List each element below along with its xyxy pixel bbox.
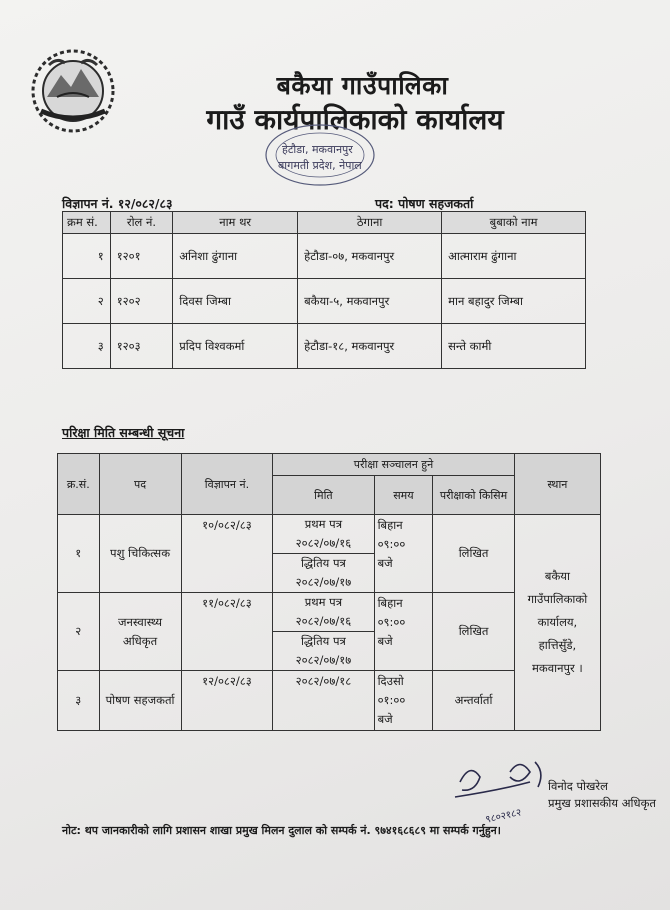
advertisement-number: विज्ञापन नं. १२/०८२/८३ xyxy=(62,196,173,211)
table-row xyxy=(63,324,586,369)
signature-scribble xyxy=(450,752,560,812)
office-name: गाउँ कार्यपालिकाको कार्यालय xyxy=(206,103,504,136)
date-line: प्रथम पत्र xyxy=(304,517,343,531)
date-line: २०८२/०७/१६ xyxy=(295,536,352,550)
cell-roll: १२०३ xyxy=(110,324,173,369)
exam-schedule-table xyxy=(57,453,601,731)
table-row xyxy=(63,234,586,279)
cell-post: जनस्वास्थ्य अधिकृत xyxy=(99,593,181,671)
col-exam-group: परीक्षा सञ्चालन हुने xyxy=(273,454,515,476)
cell-date xyxy=(273,515,374,593)
table-header-row xyxy=(63,212,586,234)
cell-serial: १ xyxy=(63,234,111,279)
handwritten-number: ९८०२१८२ xyxy=(484,807,523,826)
col-venue: स्थान xyxy=(514,454,600,515)
stamp-line-1: हेटौडा, मकवानपुर xyxy=(282,143,353,156)
time-line: बिहान xyxy=(377,518,403,532)
cell-address: बकैया-५, मकवानपुर xyxy=(298,279,442,324)
post-title: पद: पोषण सहजकर्ता xyxy=(375,196,474,211)
cell-venue: बकैया गाउँपालिकाको कार्यालय, हात्तिसुँडे, मकवानपुर । xyxy=(514,515,600,731)
cell-address: हेटौडा-०७, मकवानपुर xyxy=(298,234,442,279)
time-line: बजे xyxy=(377,712,393,726)
date-line: द्धितिय पत्र xyxy=(273,553,373,573)
col-roll: रोल नं. xyxy=(110,212,173,234)
cell-father: सन्ते कामी xyxy=(442,324,586,369)
time-line: ०९:०० xyxy=(377,537,406,551)
cell-exam-type: लिखित xyxy=(433,515,515,593)
col-exam-type: परीक्षाको किसिम xyxy=(433,476,515,515)
col-name: नाम थर xyxy=(173,212,298,234)
office-stamp xyxy=(260,120,380,190)
time-line: बजे xyxy=(377,634,393,648)
table-row xyxy=(58,515,601,593)
signatory xyxy=(548,778,656,812)
date-line: प्रथम पत्र xyxy=(304,595,343,609)
date-line: द्धितिय पत्र xyxy=(273,631,373,651)
table-row xyxy=(63,279,586,324)
col-serial: क्र.सं. xyxy=(58,454,100,515)
cell-serial: २ xyxy=(58,593,100,671)
date-line: २०८२/०७/१७ xyxy=(295,575,352,589)
col-post: पद xyxy=(99,454,181,515)
time-line: बिहान xyxy=(377,596,403,610)
footer-note: नोट: थप जानकारीको लागि प्रशासन शाखा प्रमुख मिलन दुलाल को सम्पर्क नं. ९७४१६८६८९ मा सम्पर्क गर्नुहुन। xyxy=(62,824,501,837)
cell-roll: १२०१ xyxy=(110,234,173,279)
stamp-line-2: बागमती प्रदेश, नेपाल xyxy=(278,159,362,172)
cell-name: दिवस जिम्बा xyxy=(173,279,298,324)
cell-post: पोषण सहजकर्ता xyxy=(99,671,181,731)
time-line: ०१:०० xyxy=(377,693,406,707)
cell-father: मान बहादुर जिम्बा xyxy=(442,279,586,324)
time-line: बजे xyxy=(377,556,393,570)
col-ad-no: विज्ञापन नं. xyxy=(181,454,273,515)
col-address: ठेगाना xyxy=(298,212,442,234)
cell-serial: ३ xyxy=(58,671,100,731)
time-line: दिउसो xyxy=(377,674,404,688)
exam-notice-title: परिक्षा मिति सम्बन्धी सूचना xyxy=(62,425,185,440)
cell-name: अनिशा ढुंगाना xyxy=(173,234,298,279)
cell-time xyxy=(374,671,433,731)
cell-address: हेटौडा-१८, मकवानपुर xyxy=(298,324,442,369)
cell-father: आत्माराम ढुंगाना xyxy=(442,234,586,279)
cell-ad-no: १२/०८२/८३ xyxy=(181,671,273,731)
cell-serial: २ xyxy=(63,279,111,324)
col-father: बुबाको नाम xyxy=(442,212,586,234)
cell-exam-type: लिखित xyxy=(433,593,515,671)
col-time: समय xyxy=(374,476,433,515)
cell-ad-no: ११/०८२/८३ xyxy=(181,593,273,671)
col-date: मिति xyxy=(273,476,374,515)
cell-ad-no: १०/०८२/८३ xyxy=(181,515,273,593)
date-line: २०८२/०७/१७ xyxy=(295,653,352,667)
signatory-title: प्रमुख प्रशासकीय अधिकृत xyxy=(548,796,656,810)
col-serial: क्रम सं. xyxy=(63,212,111,234)
signatory-name: विनोद पोखरेल xyxy=(548,779,608,793)
candidates-table xyxy=(62,211,586,369)
cell-exam-type: अन्तर्वार्ता xyxy=(433,671,515,731)
cell-time xyxy=(374,515,433,593)
date-line: २०८२/०७/१८ xyxy=(295,674,352,688)
cell-name: प्रदिप विश्वकर्मा xyxy=(173,324,298,369)
cell-post: पशु चिकित्सक xyxy=(99,515,181,593)
cell-date xyxy=(273,593,374,671)
date-line: २०८२/०७/१६ xyxy=(295,614,352,628)
municipality-name: बकैया गाउँपालिका xyxy=(276,71,449,100)
cell-serial: ३ xyxy=(63,324,111,369)
cell-time xyxy=(374,593,433,671)
table-header-row xyxy=(58,454,601,476)
cell-roll: १२०२ xyxy=(110,279,173,324)
time-line: ०९:०० xyxy=(377,615,406,629)
cell-serial: १ xyxy=(58,515,100,593)
cell-date xyxy=(273,671,374,731)
